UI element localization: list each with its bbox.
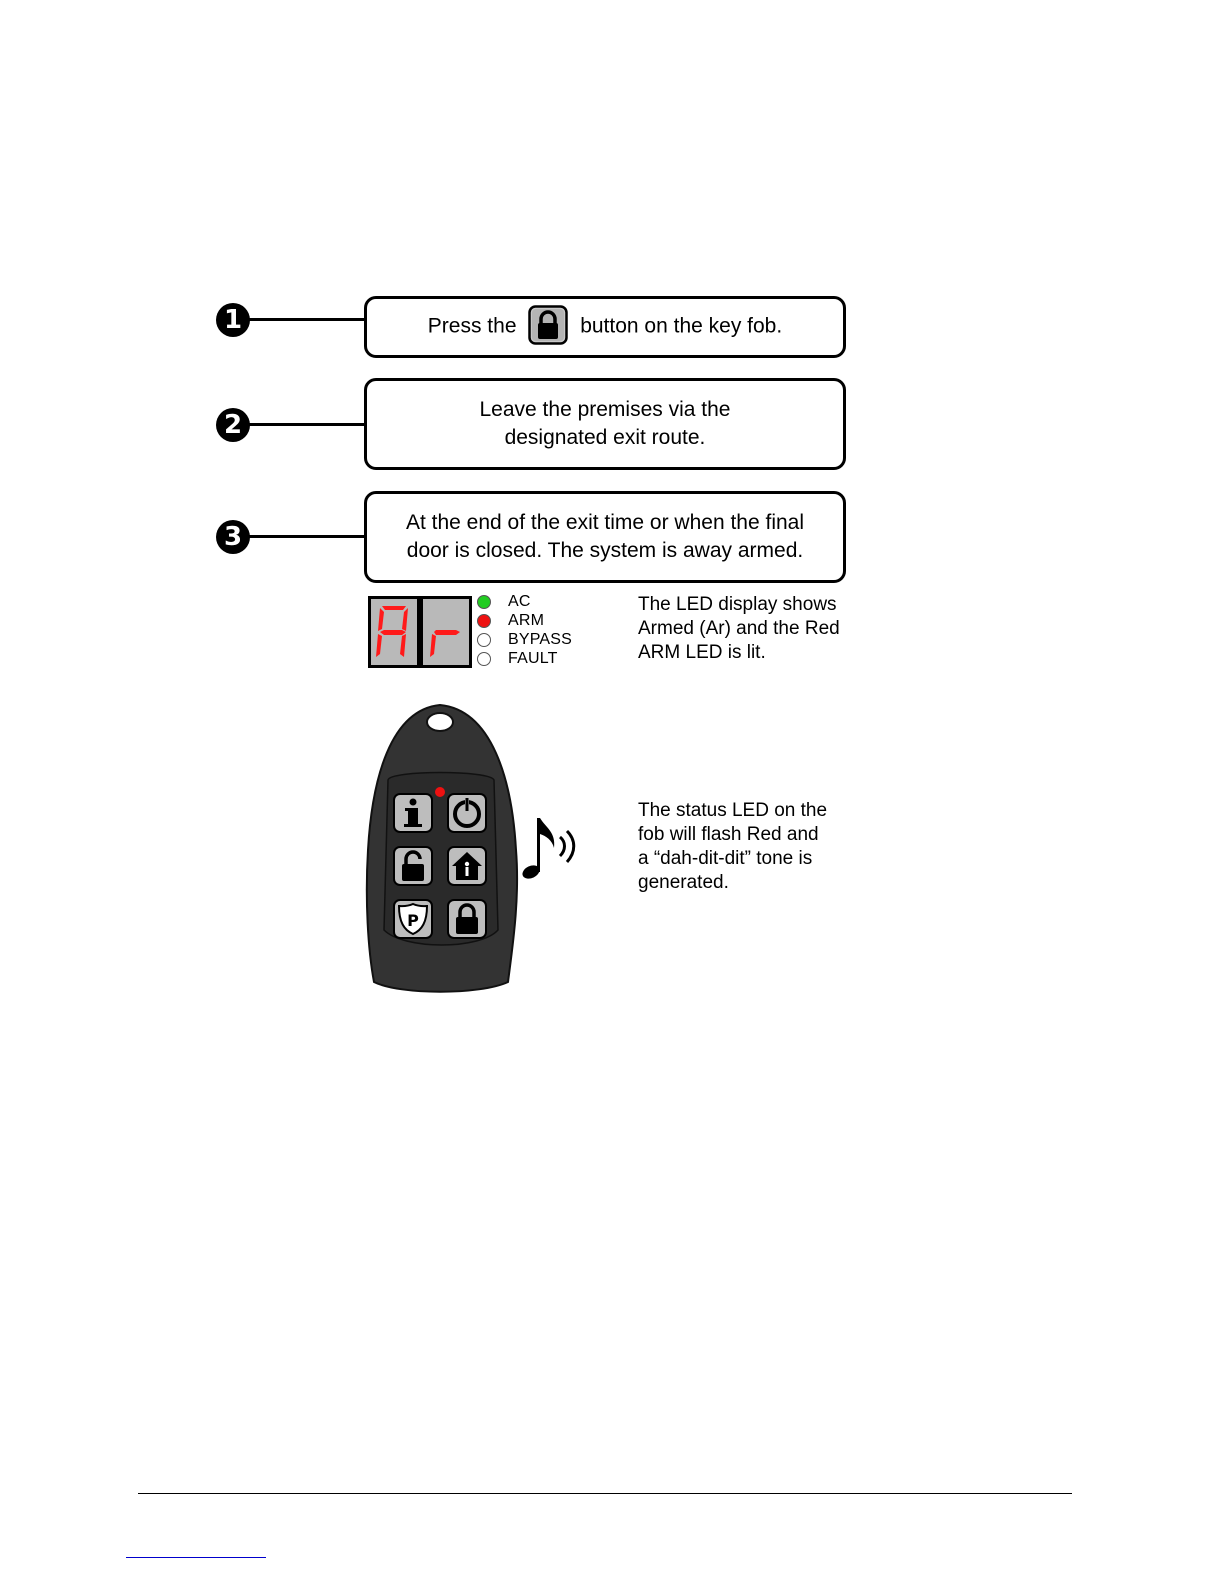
step-1-text-before: Press the	[427, 314, 517, 338]
display-digit-2	[420, 596, 472, 668]
lock-button-icon	[528, 305, 568, 345]
step-1-text-after: button on the key fob.	[580, 314, 783, 338]
step-1-number: 1	[216, 303, 250, 337]
ac-led-icon	[477, 595, 491, 609]
step-1-connector	[248, 318, 366, 321]
indicator-ac	[477, 593, 531, 611]
key-fob-illustration	[360, 700, 590, 995]
fob-power-button-icon	[448, 794, 486, 832]
fob-desc-line-4: generated.	[638, 872, 729, 893]
ac-label: AC	[508, 593, 531, 610]
indicator-fault	[477, 650, 558, 668]
fob-desc-line-1: The status LED on the	[638, 800, 828, 821]
fob-info-button-icon	[394, 794, 432, 832]
step-3-box	[364, 491, 846, 583]
indicator-bypass	[477, 631, 572, 649]
fob-lock-button-icon	[448, 900, 486, 938]
step-2-connector	[248, 423, 366, 426]
step-2-number: 2	[216, 408, 250, 442]
footer-rule	[138, 1493, 1072, 1494]
indicator-arm	[477, 612, 544, 630]
step-2-box	[364, 378, 846, 470]
fob-description	[638, 799, 827, 895]
step-2-line-1: Leave the premises via the	[479, 398, 731, 421]
display-desc-line-3: ARM LED is lit.	[638, 642, 766, 663]
fault-led-icon	[477, 652, 491, 666]
fault-label: FAULT	[508, 650, 558, 667]
arm-label: ARM	[508, 612, 545, 629]
fob-desc-line-2: fob will flash Red and	[638, 824, 819, 845]
bypass-led-icon	[477, 633, 491, 647]
display-desc-line-1: The LED display shows	[638, 594, 837, 615]
fob-desc-line-3: a “dah-dit-dit” tone is	[638, 848, 813, 869]
step-3-number: 3	[216, 520, 250, 554]
display-description	[638, 593, 840, 665]
step-3-line-1: At the end of the exit time or when the final	[405, 511, 805, 534]
display-digit-1	[368, 596, 420, 668]
bypass-label: BYPASS	[508, 631, 573, 648]
svg-text:P: P	[407, 911, 419, 930]
fob-status-led-icon	[435, 787, 445, 797]
display-desc-line-2: Armed (Ar) and the Red	[638, 618, 840, 639]
step-1-box	[364, 296, 846, 358]
fob-panic-button-icon	[394, 900, 432, 938]
tone-note-icon	[520, 818, 573, 881]
arm-led-icon	[477, 614, 491, 628]
fob-home-button-icon	[448, 847, 486, 885]
step-3-line-2: door is closed. The system is away armed.	[406, 539, 804, 562]
step-3-connector	[248, 535, 366, 538]
fob-unlock-button-icon	[394, 847, 432, 885]
footer-link-underline[interactable]	[126, 1557, 266, 1558]
step-2-line-2: designated exit route.	[504, 426, 706, 449]
